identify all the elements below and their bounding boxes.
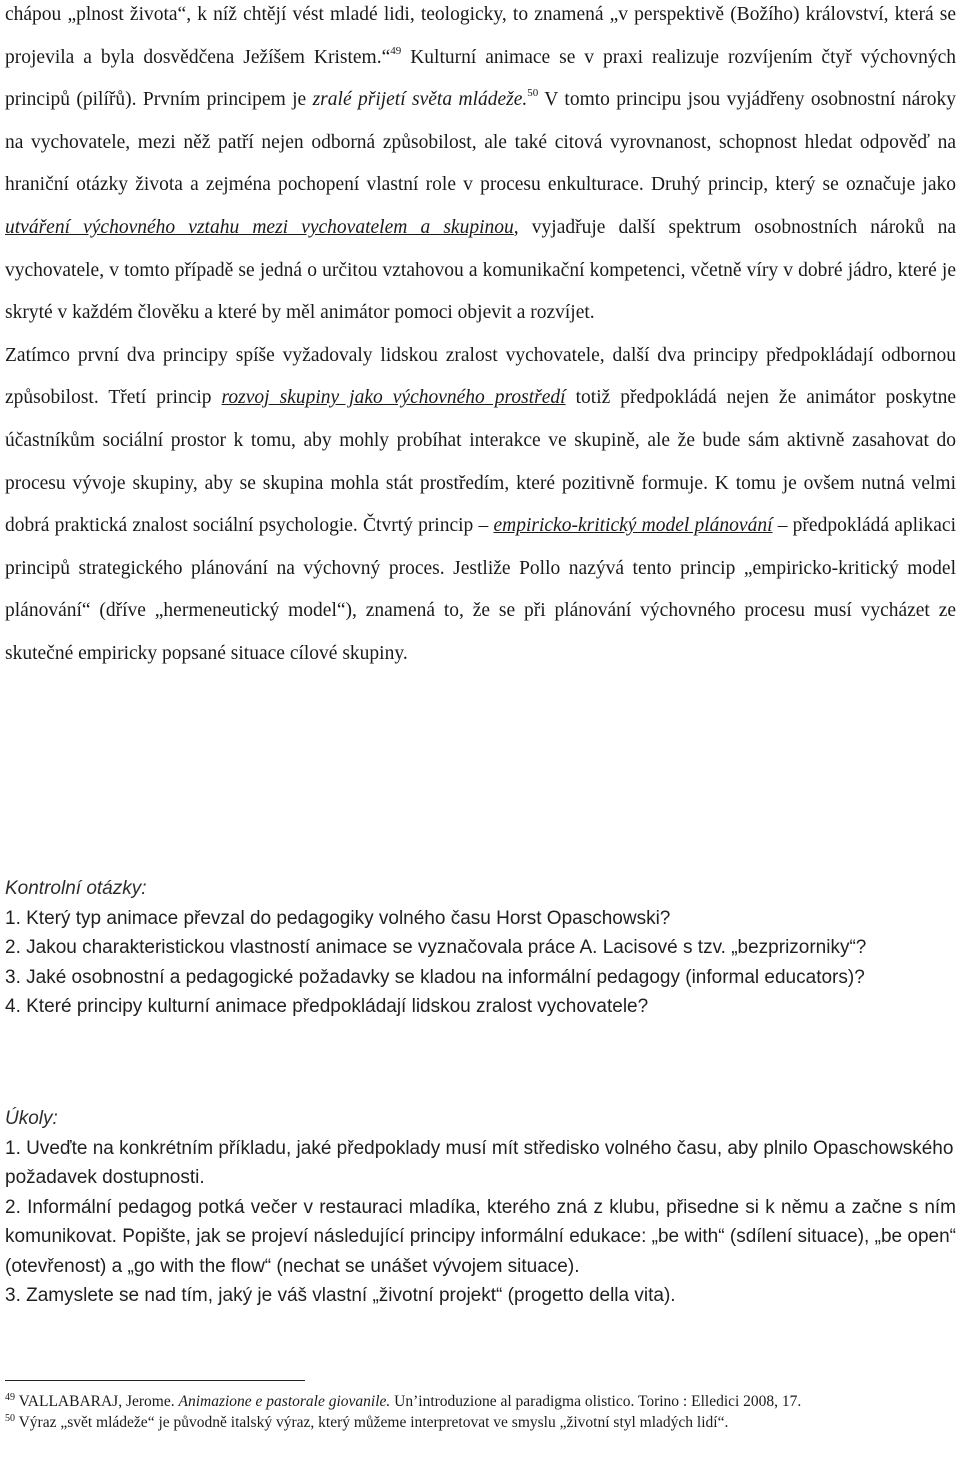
principle-3-emphasis: rozvoj skupiny jako výchovného prostředí [221, 387, 566, 409]
question-item: 2. Jakou charakteristickou vlastností animace se vyznačovala práce A. Lacisové s tzv. „bezprizorniky“? [5, 937, 867, 958]
footnote-49-title: Animazione e pastorale giovanile. [178, 1393, 391, 1410]
paragraph-1 [5, 0, 956, 335]
footnote-50-number: 50 [5, 1412, 15, 1424]
question-item: 3. Jaké osobnostní a pedagogické požadavky se kladou na informální pedagogy (informal educators)? [5, 966, 865, 988]
paragraph-1-text-a: chápou „plnost života“, k níž chtějí vést mladé lidi, teologicky, to znamená „v perspektivě (Božího) království, která se projevila a byla dosvědčena Ježíšem Kristem.“ [5, 4, 956, 68]
principle-1-emphasis: zralé přijetí světa mládeže. [312, 89, 528, 111]
footnote-50 [5, 1413, 956, 1434]
paragraph-2-text-c: – předpokládá aplikaci principů strategického plánování na výchovný proces. Jestliže Pollo nazývá tento princip „empiricko-kritický model plánování“ (dříve „hermeneutický model“), znamená to, že se při plánování výchovného procesu musí vycházet ze skutečné empiricky popsané situace cílové skupiny. [5, 515, 956, 664]
paragraph-1-text-b: Kulturní animace se v praxi realizuje rozvíjením čtyř výchovných principů (pilířů). Prvním principem je [5, 46, 956, 111]
footnotes [5, 1392, 956, 1433]
footnote-ref-50[interactable]: 50 [527, 87, 539, 100]
task-item: 3. Zamyslete se nad tím, jaký je váš vlastní „životní projekt“ (progetto della vita). [5, 1285, 676, 1306]
footnote-49-number: 49 [5, 1392, 15, 1403]
footnote-separator [5, 1380, 305, 1381]
review-questions-heading: Kontrolní otázky: [5, 878, 147, 899]
question-item: 4. Které principy kulturní animace předpokládají lidskou zralost vychovatele? [5, 996, 649, 1017]
review-questions-section [5, 874, 956, 1022]
paragraph-1-text-c: V tomto principu jsou vyjádřeny osobnostní nároky na vychovatele, mezi něž patří nejen odborná způsobilost, ale také citová vyrovnanost, schopnost hledat odpověď na hraniční otázky života a zejména pochopení vlastní role v procesu enkulturace. Druhý princip, který se označuje jako [5, 89, 956, 196]
principle-2-emphasis: utváření výchovného vztahu mezi vychovatelem a skupinou [5, 216, 514, 238]
footnote-ref-49[interactable]: 49 [390, 44, 402, 57]
footnote-49-author: VALLABARAJ, Jerome. [15, 1393, 179, 1410]
principle-4-emphasis: empiricko-kritický model plánování [493, 515, 773, 537]
paragraph-2 [5, 335, 956, 676]
footnote-50-text: Výraz „svět mládeže“ je původně italský výraz, který můžeme interpretovat ve smyslu „životní styl mladých lidí“. [15, 1413, 729, 1431]
paragraph-2-text-b: totiž předpokládá nejen že animátor poskytne účastníkům sociální prostor k tomu, aby mohly probíhat interakce ve skupině, ale že bude sám aktivně zasahovat do procesu vývoje skupiny, aby se skupina mohla stát prostředím, které pozitivně formuje. K tomu je ovšem nutná velmi dobrá praktická znalost sociální psychologie. Čtvrtý princip – [5, 387, 956, 537]
question-item: 1. Který typ animace převzal do pedagogiky volného času Horst Opaschowski? [5, 907, 671, 929]
footnote-49-rest: Un’introduzione al paradigma olistico. Torino : Elledici 2008, 17. [390, 1393, 802, 1410]
paragraph-1-text-d: , vyjadřuje další spektrum osobnostních nároků na vychovatele, v tomto případě se jedná o určitou vztahovou a komunikační kompetenci, včetně víry v dobré jádro, které je skryté v každém člověku a které by měl animátor pomoci objevit a rozvíjet. [5, 216, 956, 324]
task-item: 1. Uveďte na konkrétním příkladu, jaké předpoklady musí mít středisko volného času, aby plnilo Opaschowského požadavek dostupnosti. [5, 1137, 954, 1188]
paragraph-2-text-a: Zatímco první dva principy spíše vyžadovaly lidskou zralost vychovatele, další dva principy předpokládají odbornou způsobilost. Třetí princip [5, 344, 956, 409]
tasks-section [5, 1104, 956, 1311]
main-body-text [5, 0, 956, 676]
task-item: 2. Informální pedagog potká večer v restauraci mladíka, kterého zná z klubu, přisedne si k němu a začne s ním komunikovat. Popište, jak se projeví následující principy informální edukace: „be with“ (sdílení situace), „be open“ (otevřenost) a „go with the flow“ (nechat se unášet vývojem situace). [5, 1196, 956, 1277]
tasks-heading: Úkoly: [5, 1108, 58, 1129]
footnote-49 [5, 1392, 956, 1413]
